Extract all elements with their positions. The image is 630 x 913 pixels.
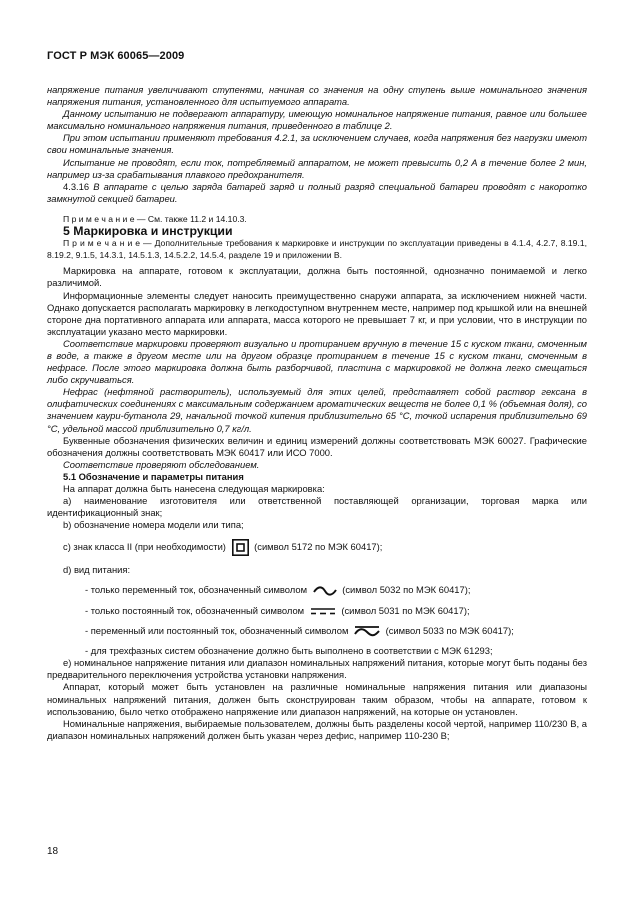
list-item-c <box>47 539 587 556</box>
note-text: — Дополнительные требования к маркировке и инструкции по эксплуатации приведены в 4.1.4, 4.2.7, 8.19.1, 8.19.2, 9.1.5, 14.3.1, 14.5.1.3, 14.5.2.2, 14.5.4, разделе 19 и приложении В. <box>47 238 588 261</box>
list-subitem-acdc <box>47 625 587 638</box>
ac-dc-icon <box>354 625 380 637</box>
paragraph: Информационные элементы следует наносить преимущественно снаружи аппарата, за исключением нижней части. Однако допускается располагать маркировку в легкодоступном внутреннем месте, например под крышкой или на внешней стороне дна портативного аппарата или аппарата, масса которого не превышает 7 кг, и при условии, что в инструкции по эксплуатации указано место маркировки. <box>47 289 587 337</box>
list-item: b) обозначение номера модели или типа; <box>63 519 244 531</box>
item-text: - только постоянный ток, обозначенный символом <box>85 604 305 616</box>
item-text: (символ 5172 по МЭК 60417); <box>254 541 383 553</box>
list-subitem: - для трехфазных систем обозначение должно быть выполнено в соответствии с МЭК 61293; <box>85 645 493 657</box>
item-text: - переменный или постоянный ток, обозначенный символом <box>85 624 349 636</box>
list-item: d) вид питания: <box>63 564 131 576</box>
clause-number: 4.3.16 <box>63 180 90 192</box>
paragraph: Номинальные напряжения, выбираемые пользователем, должны быть разделены косой чертой, например 110/230 В, а диапазон номинальных напряжений должен быть указан через дефис, например 110-230 В; <box>47 717 587 741</box>
paragraph: На аппарат должна быть нанесена следующая маркировка: <box>63 483 325 494</box>
dc-lines-icon <box>310 606 336 616</box>
note-label: П р и м е ч а н и е <box>63 213 135 224</box>
paragraph: Испытание не проводят, если ток, потребляемый аппаратом, не может превысить 0,2 А в течение более 2 мин, например из-за срабатывания плавкого предохранителя. <box>47 156 587 180</box>
note <box>47 237 587 261</box>
subsection-heading: 5.1 Обозначение и параметры питания <box>63 470 244 482</box>
ac-wave-icon <box>313 586 337 596</box>
clause-4-3-16 <box>47 181 587 205</box>
list-item: e) номинальное напряжение питания или диапазон номинальных напряжений питания, которые могут быть поданы без предварительного переключения устройства установки напряжения. <box>47 657 587 681</box>
paragraph: Соответствие маркировки проверяют визуально и протиранием вручную в течение 15 с куском ткани, смоченным в воде, а также в другом месте или на другом образце протиранием в течение 15 с куском ткани, смоченным в нефрасе. После этого маркировка должна быть разборчивой, пластина с маркировкой не должна легко смещаться либо скручиваться. <box>47 337 587 386</box>
paragraph: Нефрас (нефтяной растворитель), используемый для этих целей, представляет собой раствор гексана в олифатических соединениях с максимальным содержанием ароматических веществ не более 0,1 % (объемная доля), со значением каури-бутанола 29, начальной точкой кипения приблизительно 65 °С, точкой испарения приблизительно 69 °С, удельной массой приблизительно 0,7 кг/л. <box>47 386 587 434</box>
paragraph: При этом испытании применяют требования 4.2.1, за исключением случаев, когда напряжения без нагрузки имеют свои номинальные значения. <box>47 132 587 156</box>
item-text: (символ 5033 по МЭК 60417); <box>385 624 514 636</box>
list-item: a) наименование изготовителя или ответственной поставляющей организации, торговая марка или идентификационный знак; <box>47 495 587 519</box>
paragraph: Соответствие проверяют обследованием. <box>63 458 260 470</box>
document-body <box>47 84 587 742</box>
paragraph: Данному испытанию не подвергают аппаратуру, имеющую номинальное напряжение питания, равное или большее максимально номинального напряжения питания, приведенного в таблице 2. <box>47 108 587 132</box>
note-text: — См. также 11.2 и 14.10.3. <box>134 213 247 224</box>
item-text: (символ 5032 по МЭК 60417); <box>342 584 471 596</box>
doc-header: ГОСТ Р МЭК 60065—2009 <box>47 50 185 62</box>
item-text: (символ 5031 по МЭК 60417); <box>341 604 470 616</box>
paragraph: Буквенные обозначения физических величин и единиц измерений должны соответствовать МЭК 60027. Графические обозначения должны соответствовать МЭК 60417 или ИСО 7000. <box>47 434 587 458</box>
note-label: П р и м е ч а н и е <box>63 238 141 249</box>
paragraph: Маркировка на аппарате, готовом к эксплуатации, должна быть постоянной, однозначно понимаемой и легко различимой. <box>47 265 587 289</box>
section-heading: 5 Маркировка и инструкции <box>63 224 233 239</box>
double-square-icon <box>232 539 249 556</box>
page-number: 18 <box>47 846 59 857</box>
item-text: c) знак класса II (при необходимости) <box>63 541 226 553</box>
item-text: - только переменный ток, обозначенный символом <box>85 584 308 596</box>
list-subitem-ac <box>47 584 587 596</box>
list-subitem-dc <box>47 605 587 617</box>
paragraph: Аппарат, который может быть установлен на различные номинальные напряжения питания или диапазоны номинальных напряжений питания, должен быть сконструирован таким образом, чтобы на аппарате, готовом к использованию, было четко отображено напряжение или диапазон напряжений, на которые он установлен. <box>47 681 587 717</box>
paragraph: напряжение питания увеличивают ступенями, начиная со значения на одну ступень выше номинального значения напряжения питания, установленного для испытуемого аппарата. <box>47 84 587 108</box>
clause-text: В аппарате с целью заряда батарей заряд и полный разряд специальной батареи проводят с накоротко замкнутой секцией батареи. <box>47 180 587 204</box>
